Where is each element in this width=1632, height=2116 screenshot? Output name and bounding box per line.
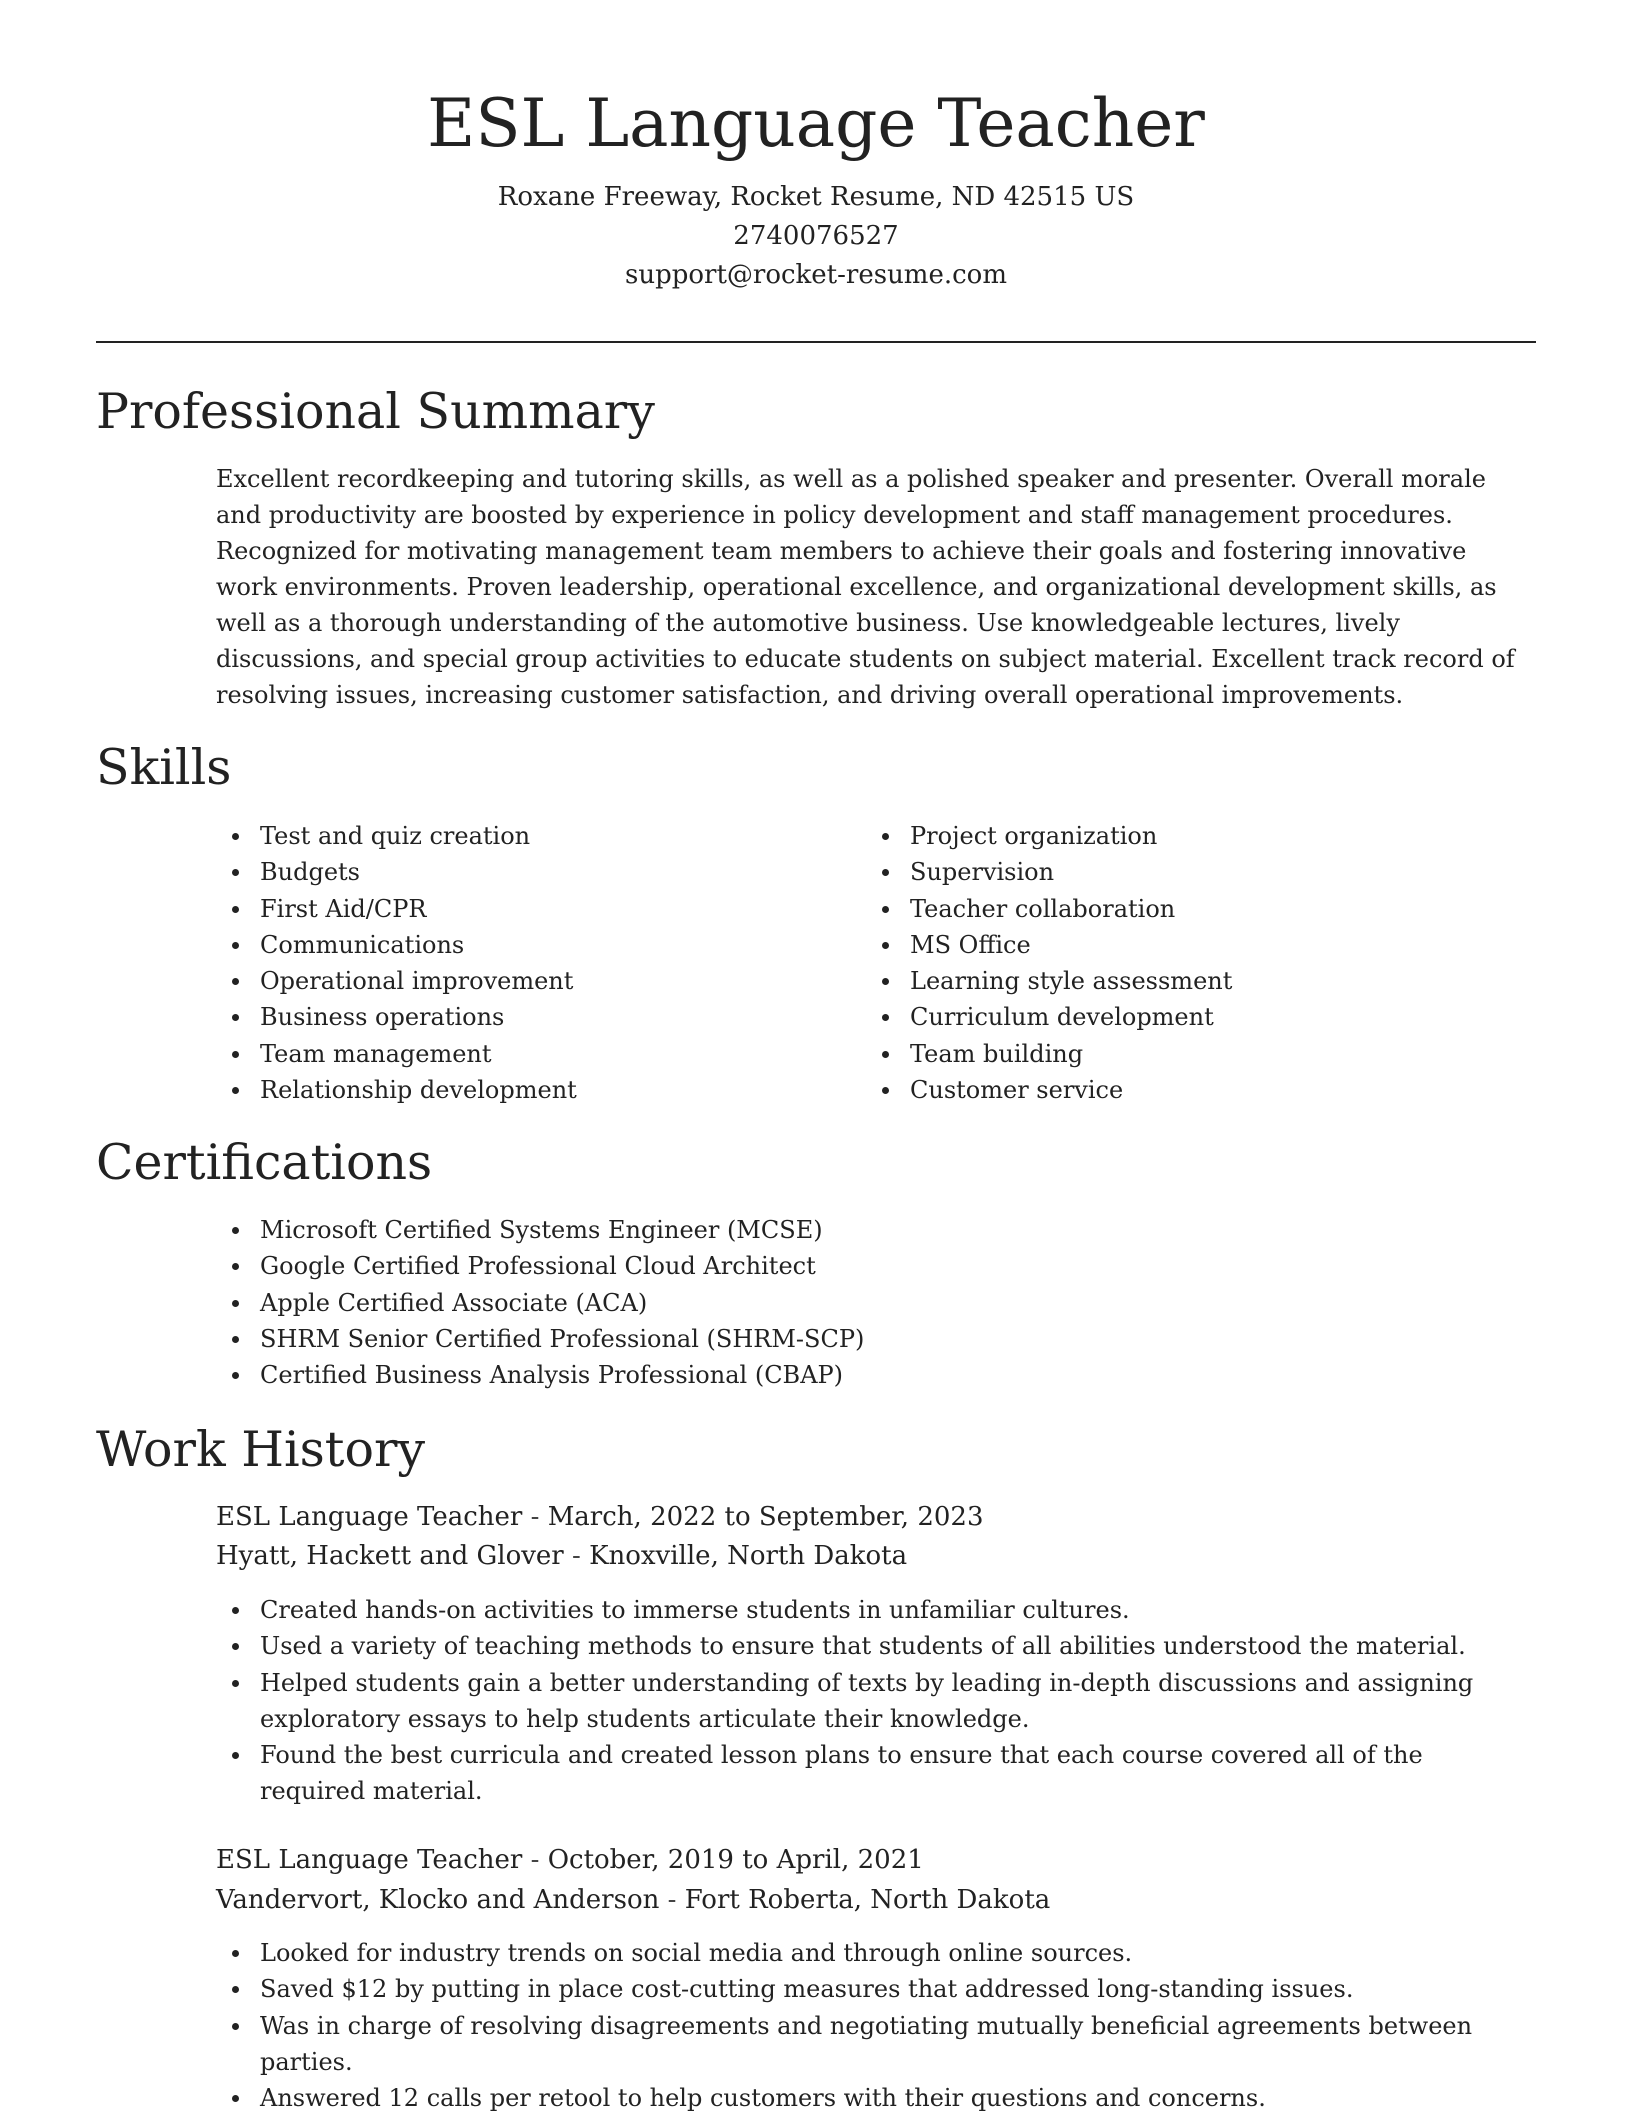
job-dates: October, 2019 to April, 2021 bbox=[547, 1845, 924, 1875]
job-company: Hyatt, Hackett and Glover bbox=[216, 1541, 564, 1571]
list-item: Was in charge of resolving disagreements and negotiating mutually beneficial agreements between parties. bbox=[216, 2008, 1526, 2081]
separator: - bbox=[563, 1541, 590, 1571]
job-location: Knoxville, North Dakota bbox=[589, 1541, 908, 1571]
skills-left-column bbox=[216, 818, 836, 1108]
job-title-line bbox=[216, 1841, 924, 1880]
list-item: Microsoft Certified Systems Engineer (MCSE) bbox=[216, 1212, 1516, 1248]
job-title: ESL Language Teacher bbox=[216, 1502, 523, 1532]
job-company: Vandervort, Klocko and Anderson bbox=[216, 1885, 660, 1915]
list-item: Google Certified Professional Cloud Architect bbox=[216, 1248, 1516, 1284]
list-item: Relationship development bbox=[216, 1072, 836, 1108]
list-item: MS Office bbox=[866, 927, 1506, 963]
header-divider bbox=[96, 341, 1536, 343]
candidate-name: ESL Language Teacher bbox=[427, 85, 1205, 162]
job-1-bullets bbox=[216, 1592, 1526, 1810]
list-item: Team management bbox=[216, 1036, 836, 1072]
job-company-line bbox=[216, 1537, 907, 1576]
list-item: Test and quiz creation bbox=[216, 818, 836, 854]
list-item: Apple Certified Associate (ACA) bbox=[216, 1285, 1516, 1321]
separator: - bbox=[522, 1845, 548, 1875]
list-item: Answered 12 calls per retool to help customers with their questions and concerns. bbox=[216, 2080, 1526, 2116]
skills-title: Skills bbox=[96, 739, 232, 796]
job-title: ESL Language Teacher bbox=[216, 1845, 523, 1875]
certifications-list bbox=[216, 1212, 1516, 1393]
list-item: Project organization bbox=[866, 818, 1506, 854]
list-item: Used a variety of teaching methods to ensure that students of all abilities understood the material. bbox=[216, 1628, 1526, 1664]
work-history-title: Work History bbox=[96, 1421, 426, 1478]
list-item: Created hands-on activities to immerse students in unfamiliar cultures. bbox=[216, 1592, 1526, 1628]
resume-header bbox=[96, 84, 1536, 295]
list-item: Customer service bbox=[866, 1072, 1506, 1108]
list-item: Found the best curricula and created lesson plans to ensure that each course covered all of the required material. bbox=[216, 1737, 1526, 1810]
list-item: Budgets bbox=[216, 854, 836, 890]
skills-right-column bbox=[866, 818, 1506, 1108]
summary-title: Professional Summary bbox=[96, 383, 655, 440]
summary-text: Excellent recordkeeping and tutoring skills, as well as a polished speaker and presenter. Overall morale and productivity are boosted by experience in policy development and staff management procedures. Recognized for motivating management team members to achieve their goals and fostering innovative work environments. Proven leadership, operational excellence, and organizational development skills, as well as a thorough understanding of the automotive business. Use knowledgeable lectures, lively discussions, and special group activities to educate students on subject material. Excellent track record of resolving issues, increasing customer satisfaction, and driving overall operational improvements. bbox=[216, 465, 1515, 709]
email: support@rocket-resume.com bbox=[624, 260, 1007, 290]
list-item: Operational improvement bbox=[216, 963, 836, 999]
job-2-bullets bbox=[216, 1935, 1526, 2116]
separator: - bbox=[659, 1885, 685, 1915]
certifications-title: Certifications bbox=[96, 1134, 433, 1191]
list-item: SHRM Senior Certified Professional (SHRM-SCP) bbox=[216, 1321, 1516, 1357]
address: Roxane Freeway, Rocket Resume, ND 42515 US bbox=[497, 182, 1135, 212]
list-item: Communications bbox=[216, 927, 836, 963]
list-item: Learning style assessment bbox=[866, 963, 1506, 999]
list-item: First Aid/CPR bbox=[216, 891, 836, 927]
list-item: Curriculum development bbox=[866, 999, 1506, 1035]
list-item: Supervision bbox=[866, 854, 1506, 890]
list-item: Team building bbox=[866, 1036, 1506, 1072]
job-location: Fort Roberta, North Dakota bbox=[684, 1885, 1051, 1915]
list-item: Teacher collaboration bbox=[866, 891, 1506, 927]
separator: - bbox=[522, 1502, 548, 1532]
list-item: Looked for industry trends on social media and through online sources. bbox=[216, 1935, 1526, 1971]
list-item: Helped students gain a better understanding of texts by leading in-depth discussions and assigning exploratory essays to help students articulate their knowledge. bbox=[216, 1665, 1526, 1738]
job-company-line bbox=[216, 1881, 1050, 1920]
job-title-line bbox=[216, 1498, 984, 1537]
list-item: Certified Business Analysis Professional (CBAP) bbox=[216, 1357, 1516, 1393]
phone: 2740076527 bbox=[733, 221, 899, 251]
list-item: Saved $12 by putting in place cost-cutting measures that addressed long-standing issues. bbox=[216, 1971, 1526, 2007]
job-dates: March, 2022 to September, 2023 bbox=[547, 1502, 984, 1532]
list-item: Business operations bbox=[216, 999, 836, 1035]
